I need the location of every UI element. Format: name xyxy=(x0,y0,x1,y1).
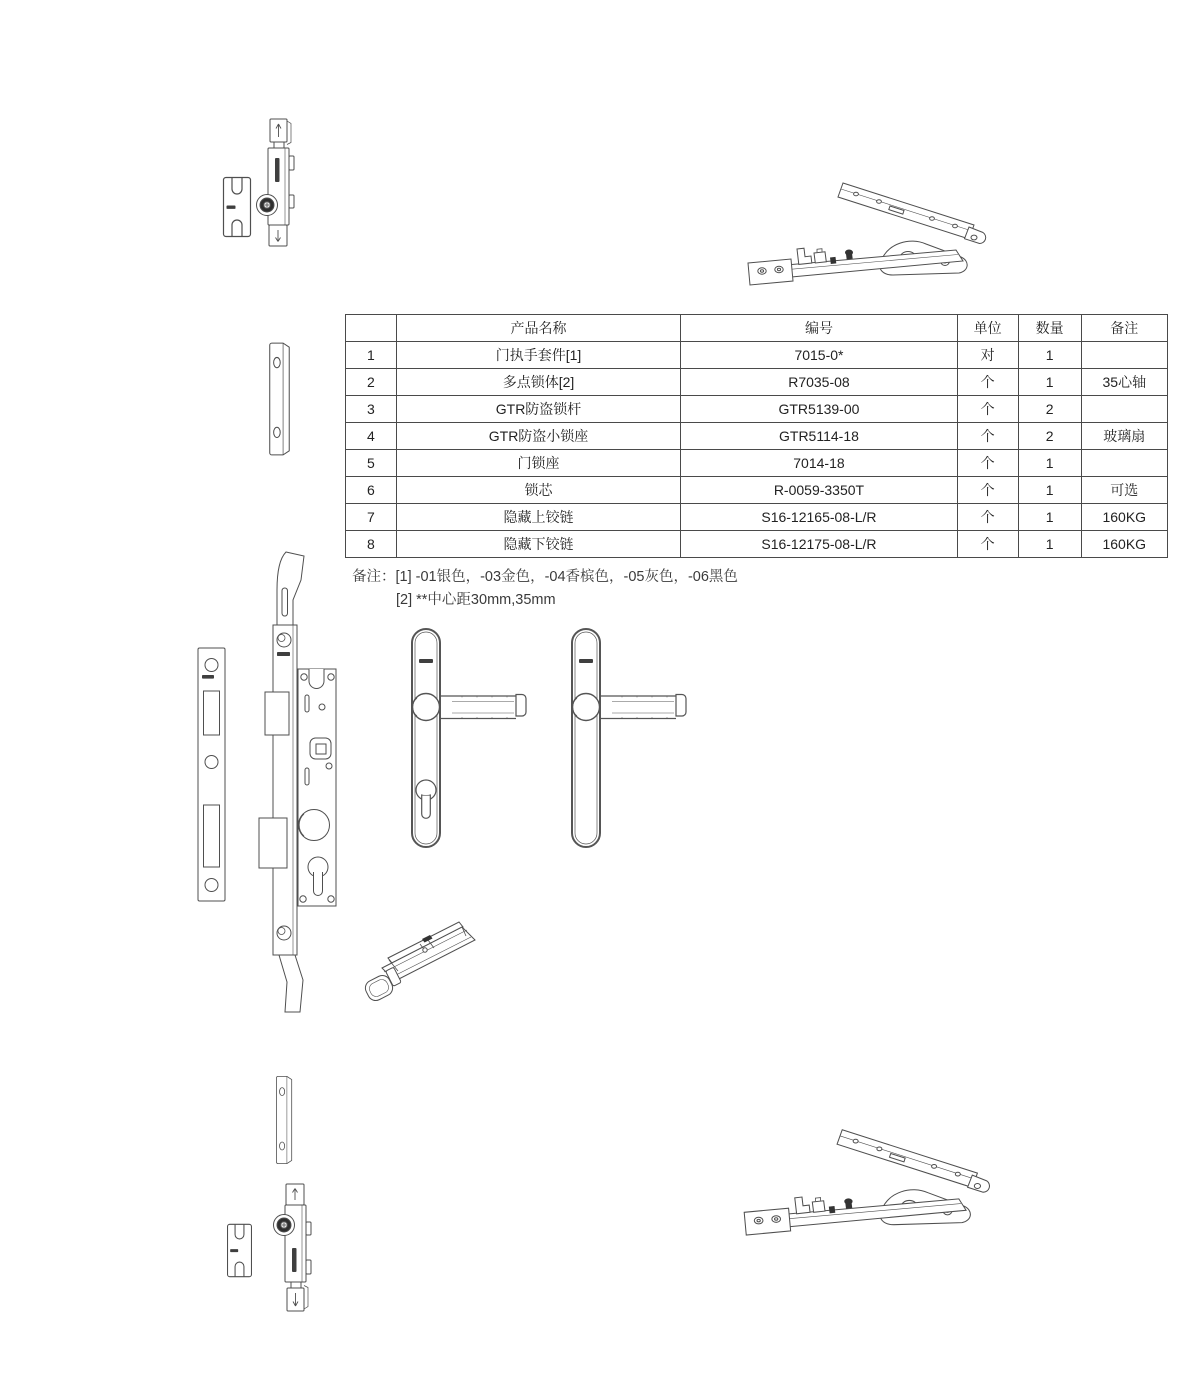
shoot-bolt-rod-icon xyxy=(253,113,313,248)
cell-qty: 1 xyxy=(1018,369,1081,396)
shoot-bolt-rod-icon xyxy=(270,1182,330,1317)
cell-index: 8 xyxy=(346,531,397,558)
table-row xyxy=(346,396,1168,423)
header-code: 编号 xyxy=(681,315,957,342)
cell-unit: 个 xyxy=(957,450,1018,477)
cell-index: 6 xyxy=(346,477,397,504)
shoot-bolt-rod-top-drawing xyxy=(253,113,313,248)
cell-unit: 个 xyxy=(957,477,1018,504)
notes-block xyxy=(352,566,738,612)
header-name: 产品名称 xyxy=(396,315,680,342)
concealed-hinge-icon xyxy=(742,165,992,310)
header-qty: 数量 xyxy=(1018,315,1081,342)
cell-unit: 个 xyxy=(957,504,1018,531)
table-row xyxy=(346,342,1168,369)
cell-name: GTR防盗小锁座 xyxy=(396,423,680,450)
cell-qty: 2 xyxy=(1018,423,1081,450)
u-keeper-bracket-top-drawing xyxy=(222,176,252,238)
concealed-hinge-bottom-drawing xyxy=(738,1105,996,1267)
cell-name: 隐藏下铰链 xyxy=(396,531,680,558)
cell-unit: 个 xyxy=(957,423,1018,450)
cell-qty: 1 xyxy=(1018,342,1081,369)
door-handle-keyed-icon xyxy=(402,626,537,854)
cell-unit: 对 xyxy=(957,342,1018,369)
lock-cylinder-drawing xyxy=(362,908,487,1008)
cell-unit: 个 xyxy=(957,531,1018,558)
header-remark: 备注 xyxy=(1081,315,1167,342)
notes-line-2: [2] **中心距30mm,35mm xyxy=(396,592,556,608)
cell-unit: 个 xyxy=(957,369,1018,396)
cell-index: 3 xyxy=(346,396,397,423)
multipoint-lock-body-drawing xyxy=(190,548,340,1018)
table-row xyxy=(346,531,1168,558)
keeper-plate-icon xyxy=(264,340,296,458)
cell-remark: 160KG xyxy=(1081,504,1167,531)
cell-remark xyxy=(1081,342,1167,369)
concealed-hinge-top-drawing xyxy=(742,165,992,310)
cell-remark: 玻璃扇 xyxy=(1081,423,1167,450)
cell-name: 门锁座 xyxy=(396,450,680,477)
cell-code: S16-12175-08-L/R xyxy=(681,531,957,558)
table-row xyxy=(346,369,1168,396)
u-keeper-bracket-icon xyxy=(226,1223,253,1278)
cell-code: GTR5139-00 xyxy=(681,396,957,423)
cell-index: 4 xyxy=(346,423,397,450)
cell-remark xyxy=(1081,396,1167,423)
cell-unit: 个 xyxy=(957,396,1018,423)
cell-code: R-0059-3350T xyxy=(681,477,957,504)
door-handle-plain-icon xyxy=(562,626,697,854)
lock-cylinder-icon xyxy=(362,908,487,1008)
shoot-bolt-rod-bottom-drawing xyxy=(270,1182,330,1317)
cell-index: 7 xyxy=(346,504,397,531)
cell-remark: 160KG xyxy=(1081,531,1167,558)
notes-label: 备注： xyxy=(352,569,396,585)
cell-remark xyxy=(1081,450,1167,477)
table-row xyxy=(346,477,1168,504)
small-keeper-plate-top-drawing xyxy=(264,340,296,458)
u-keeper-bracket-bottom-drawing xyxy=(226,1223,253,1278)
cell-qty: 2 xyxy=(1018,396,1081,423)
cell-code: 7015-0* xyxy=(681,342,957,369)
cell-index: 1 xyxy=(346,342,397,369)
cell-code: S16-12165-08-L/R xyxy=(681,504,957,531)
table-row xyxy=(346,504,1168,531)
notes-line-1: [1] -01银色，-03金色，-04香槟色，-05灰色，-06黑色 xyxy=(395,569,738,585)
door-handle-plain-drawing xyxy=(562,626,697,854)
cell-remark: 35心轴 xyxy=(1081,369,1167,396)
header-unit: 单位 xyxy=(957,315,1018,342)
cell-qty: 1 xyxy=(1018,450,1081,477)
table-header-row xyxy=(346,315,1168,342)
cell-index: 5 xyxy=(346,450,397,477)
header-index xyxy=(346,315,397,342)
u-keeper-bracket-icon xyxy=(222,176,252,238)
door-handle-keyed-drawing xyxy=(402,626,537,854)
cell-qty: 1 xyxy=(1018,531,1081,558)
cell-code: GTR5114-18 xyxy=(681,423,957,450)
cell-index: 2 xyxy=(346,369,397,396)
cell-name: 锁芯 xyxy=(396,477,680,504)
cell-remark: 可选 xyxy=(1081,477,1167,504)
cell-code: R7035-08 xyxy=(681,369,957,396)
cell-name: 多点锁体[2] xyxy=(396,369,680,396)
keeper-plate-icon xyxy=(272,1074,297,1166)
table-row xyxy=(346,423,1168,450)
parts-table xyxy=(345,314,1168,558)
table-row xyxy=(346,450,1168,477)
multipoint-lock-body-icon xyxy=(190,548,340,1018)
cell-name: 隐藏上铰链 xyxy=(396,504,680,531)
cell-code: 7014-18 xyxy=(681,450,957,477)
concealed-hinge-icon xyxy=(738,1105,996,1267)
cell-qty: 1 xyxy=(1018,504,1081,531)
small-keeper-plate-bottom-drawing xyxy=(272,1074,297,1166)
cell-qty: 1 xyxy=(1018,477,1081,504)
cell-name: 门执手套件[1] xyxy=(396,342,680,369)
cell-name: GTR防盗锁杆 xyxy=(396,396,680,423)
